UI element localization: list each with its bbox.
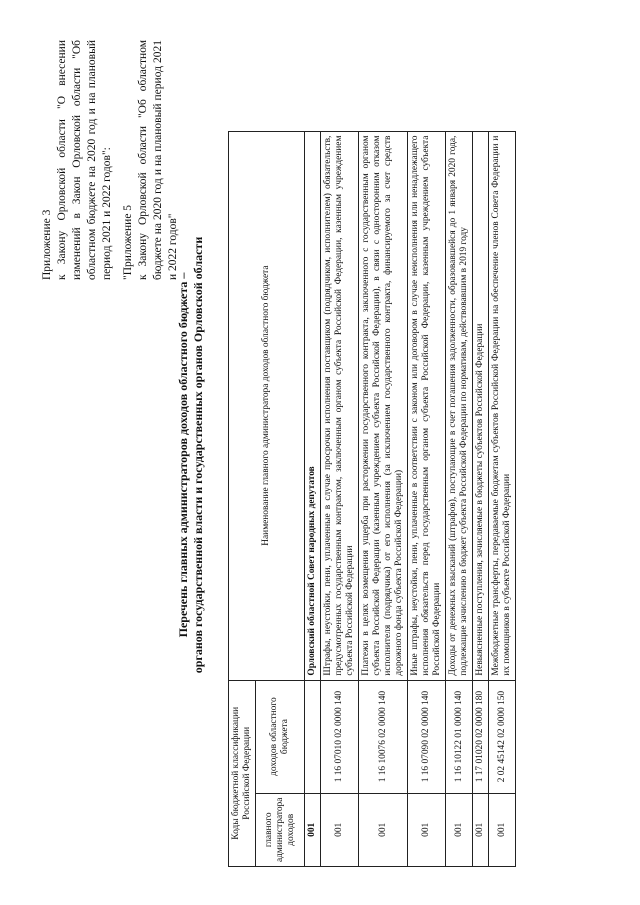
- revenue-name-cell: Иные штрафы, неустойки, пени, уплаченные в соответствии с законом или договором в случае неисполнения или ненадлежащего исполнения обязательств перед государственным органом субъекта Российской Федерации, казенным учреждением субъекта Российской Федерации: [408, 131, 446, 680]
- appendix-note: [40, 40, 181, 280]
- org-code: 001: [305, 793, 321, 866]
- header-name: Наименование главного администратора доходов областного бюджета: [229, 131, 305, 680]
- admin-code-cell: 001: [321, 793, 359, 866]
- appendix-line-2: к Закону Орловской области "О внесении изменений в Закон Орловской области "Об областном бюджете на 2020 год и на плановый период 2021 и 2022 годов":: [56, 40, 113, 280]
- header-code-group: Коды бюджетной классификации Российской Федерации: [229, 680, 256, 866]
- header-admin-code: главного администратора доходов: [256, 793, 305, 866]
- table-row: [359, 131, 408, 866]
- table-row: [473, 131, 489, 866]
- revenue-code-cell: 1 17 01020 02 0000 180: [473, 680, 489, 793]
- revenue-name-cell: Платежи в целях возмещения ущерба при расторжении государственного контракта, заключенного с государственным органом субъекта Российской Федерации (казенным учреждением субъекта Российской Федерации), в связи с односторонним отказом исполнителя (подрядчика) от его исполнения (за исключением государственного контракта, финансируемого за счет средств дорожного фонда субъекта Российской Федерации): [359, 131, 408, 680]
- org-name: Орловский областной Совет народных депутатов: [305, 131, 321, 680]
- revenue-code-cell: 1 16 07010 02 0000 140: [321, 680, 359, 793]
- admin-code-cell: 001: [408, 793, 446, 866]
- header-revenue-code: доходов областного бюджета: [256, 680, 305, 793]
- table-body: [321, 131, 516, 866]
- revenue-name-cell: Межбюджетные трансферты, передаваемые бюджетам субъектов Российской Федерации на обеспечение членов Совета Федерации и их помощников в субъекте Российской Федерации: [489, 131, 516, 680]
- appendix-line-3: "Приложение 5: [122, 204, 134, 280]
- table-row: [489, 131, 516, 866]
- table-row: [446, 131, 473, 866]
- revenue-code-cell: 1 16 10122 01 0000 140: [446, 680, 473, 793]
- revenue-code-cell: 1 16 10076 02 0000 140: [359, 680, 408, 793]
- appendix-line-4: к Закону Орловской области "Об областном бюджете на 2020 год и на плановый период 2021 и 2022 годов": [137, 40, 179, 280]
- document-title: [176, 155, 206, 755]
- table-row: [321, 131, 359, 866]
- title-line-1: Перечень главных администраторов доходов областного бюджета –: [176, 272, 190, 638]
- revenue-name-cell: Доходы от денежных взысканий (штрафов), поступающие в счет погашения задолженности, образовавшейся до 1 января 2020 года, подлежащие зачислению в бюджет субъекта Российской Федерации по нормативам, действовавшим в 2019 году: [446, 131, 473, 680]
- admin-code-cell: 001: [446, 793, 473, 866]
- organization-row: [305, 131, 321, 866]
- table-header-row: [229, 131, 256, 866]
- title-line-2: органов государственной власти и государственных органов Орловской области: [191, 236, 205, 674]
- admin-code-cell: 001: [489, 793, 516, 866]
- revenue-code-cell: 1 16 07090 02 0000 140: [408, 680, 446, 793]
- org-code-blank: [305, 680, 321, 793]
- revenue-name-cell: Штрафы, неустойки, пени, уплаченные в случае просрочки исполнения поставщиком (подрядчиком, исполнителем) обязательств, предусмотренных государственным контрактом, заключенным органом субъекта Российской Федерации, казенным учреждением субъекта Российской Федерации: [321, 131, 359, 680]
- revenue-code-cell: 2 02 45142 02 0000 150: [489, 680, 516, 793]
- table-row: [408, 131, 446, 866]
- revenue-administrators-table: [228, 131, 516, 867]
- appendix-line-1: Приложение 3: [41, 209, 53, 280]
- admin-code-cell: 001: [473, 793, 489, 866]
- admin-code-cell: 001: [359, 793, 408, 866]
- revenue-name-cell: Невыясненные поступления, зачисляемые в бюджеты субъектов Российской Федерации: [473, 131, 489, 680]
